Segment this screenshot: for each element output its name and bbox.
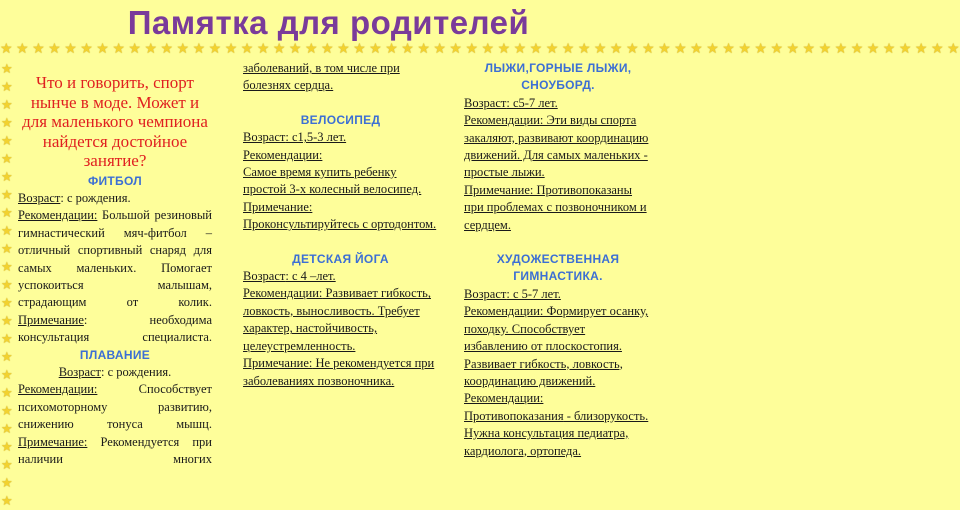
cycling-note: Проконсультируйтесь с ортодонтом.	[243, 217, 437, 232]
column-1	[18, 60, 212, 468]
swimming-age: Возраст: с рождения.	[58, 364, 172, 379]
cycling-rec-label: Рекомендации:	[243, 147, 323, 162]
football-recommendations: Рекомендации: Большой резиновый гимнастический мяч-фитбол – отличный спортивный снаряд для самых маленьких. Помогает успокоиться малышам, страдающим от колик.	[18, 208, 212, 310]
football-age: Возраст: с рождения.	[18, 190, 131, 205]
swimming-note: Примечание: Рекомендуется при наличии многих	[18, 434, 212, 466]
swimming-note-continued: заболеваний, в том числе при болезнях сердца.	[243, 61, 400, 93]
column-2	[243, 60, 438, 390]
star-border-left: ★ ★ ★ ★ ★ ★ ★ ★ ★ ★ ★ ★ ★ ★ ★ ★ ★ ★ ★ ★ ★ ★ ★ ★ ★	[1, 61, 13, 508]
section-heading-gymnastics: ХУДОЖЕСТВЕННАЯ ГИМНАСТИКА.	[496, 252, 620, 284]
football-note: Примечание: необходима консультация специалиста.	[18, 312, 212, 345]
skiing-recommendations: Рекомендации: Эти виды спорта закаляют, развивают координацию движений. Для самых маленьких - простые лыжи.	[464, 113, 649, 180]
section-heading-football: ФИТБОЛ	[87, 173, 143, 188]
section-heading-skiing: ЛЫЖИ,ГОРНЫЕ ЛЫЖИ, СНОУБОРД.	[484, 61, 632, 93]
cycling-note-label: Примечание:	[243, 199, 313, 214]
cycling-recommendations: Самое время купить ребенку простой 3-х колесный велосипед.	[243, 165, 422, 197]
section-heading-cycling: ВЕЛОСИПЕД	[300, 112, 381, 127]
yoga-note: Примечание: Не рекомендуется при заболеваниях позвоночника.	[243, 356, 435, 388]
intro-text: Что и говорить, спорт нынче в моде. Может и для маленького чемпиона найдется достойное занятие?	[22, 73, 208, 170]
gymnastics-contra-label: Рекомендации:	[464, 391, 544, 406]
star-border-top: ★ ★ ★ ★ ★ ★ ★ ★ ★ ★ ★ ★ ★ ★ ★ ★ ★ ★ ★ ★ ★ ★ ★ ★ ★ ★ ★ ★ ★ ★ ★ ★ ★ ★ ★ ★ ★ ★ ★ ★ ★ ★ ★ ★ ★ ★ ★ ★ ★ ★ ★ ★ ★ ★ ★ ★ ★ ★ ★ ★	[0, 42, 960, 57]
swimming-recommendations: Рекомендации: Способствует психомоторному развитию, снижению тонуса мышц.	[18, 382, 212, 432]
section-heading-yoga: ДЕТСКАЯ ЙОГА	[292, 251, 389, 266]
column-3	[464, 60, 652, 460]
gymnastics-contraindications: Противопоказания - близорукость. Нужна консультация педиатра, кардиолога, ортопеда.	[464, 408, 649, 458]
skiing-age: Возраст: с5-7 лет.	[464, 95, 558, 110]
page-title: Памятка для родителей	[127, 4, 530, 41]
yoga-recommendations: Рекомендации: Развивает гибкость, ловкость, выносливость. Требует характер, настойчивость, целеустремленность.	[243, 286, 431, 353]
gymnastics-recommendations: Рекомендации: Формирует осанку, походку. Способствует избавлению от плоскостопия. Развивает гибкость, ловкость, координацию движений.	[464, 304, 649, 388]
skiing-note: Примечание: Противопоказаны при проблемах с позвоночником и сердцем.	[464, 182, 647, 232]
cycling-age: Возраст: с1,5-3 лет.	[243, 130, 347, 145]
section-heading-swimming: ПЛАВАНИЕ	[79, 347, 151, 362]
yoga-age: Возраст: с 4 –лет.	[243, 269, 336, 284]
gymnastics-age: Возраст: с 5-7 лет.	[464, 286, 561, 301]
